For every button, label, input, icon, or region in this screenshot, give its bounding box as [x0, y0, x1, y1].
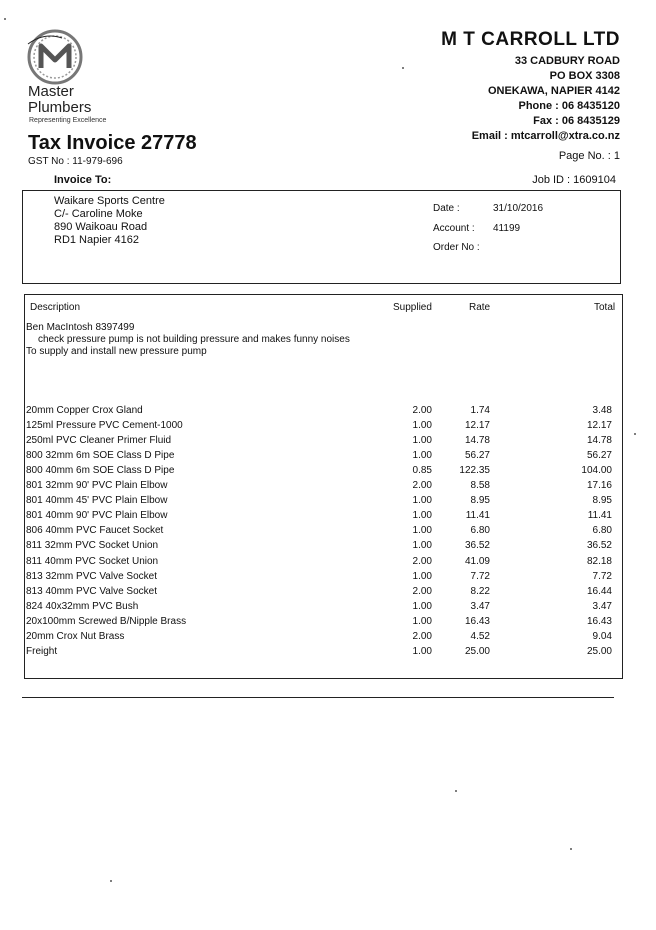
- item-description: 813 40mm PVC Valve Socket: [26, 585, 157, 597]
- item-description: Freight: [26, 645, 58, 657]
- item-supplied: 1.00: [412, 510, 432, 522]
- item-total: 25.00: [586, 645, 612, 657]
- item-rate: 56.27: [464, 450, 490, 462]
- item-description: 20mm Crox Nut Brass: [26, 630, 125, 642]
- scan-speck: [455, 790, 457, 792]
- item-supplied: 1.00: [412, 645, 432, 657]
- scan-speck: [570, 848, 572, 850]
- item-rate: 3.47: [470, 600, 490, 612]
- item-description: 20x100mm Screwed B/Nipple Brass: [26, 615, 187, 627]
- item-supplied: 1.00: [412, 540, 432, 552]
- job-note-issue: check pressure pump is not building pressure and makes funny noises: [38, 334, 350, 345]
- item-rate: 36.52: [464, 540, 490, 552]
- item-rate: 25.00: [464, 645, 490, 657]
- table-row: [0, 586, 656, 601]
- table-row: [0, 540, 656, 555]
- table-row: [0, 510, 656, 525]
- item-description: 800 40mm 6m SOE Class D Pipe: [26, 465, 175, 477]
- account-label: Account :: [433, 223, 475, 234]
- header-description: Description: [30, 302, 81, 313]
- item-rate: 12.17: [464, 420, 490, 432]
- item-rate: 11.41: [465, 510, 490, 522]
- customer-line: C/- Caroline Moke: [54, 208, 143, 220]
- item-description: 801 32mm 90' PVC Plain Elbow: [26, 480, 168, 492]
- item-description: 806 40mm PVC Faucet Socket: [26, 525, 164, 537]
- job-id: Job ID : 1609104: [532, 174, 616, 186]
- item-total: 17.16: [586, 480, 612, 492]
- table-row: [0, 420, 656, 435]
- company-address-line: PO BOX 3308: [549, 70, 620, 82]
- item-supplied: 1.00: [412, 435, 432, 447]
- table-row: [0, 480, 656, 495]
- table-row: [0, 616, 656, 631]
- customer-line: 890 Waikoau Road: [54, 221, 148, 233]
- customer-line: RD1 Napier 4162: [54, 234, 139, 246]
- job-note-scope: To supply and install new pressure pump: [26, 346, 207, 357]
- table-row: [0, 450, 656, 465]
- item-supplied: 1.00: [412, 615, 432, 627]
- header-rate: Rate: [469, 302, 491, 313]
- scan-speck: [4, 18, 6, 20]
- company-address-line: ONEKAWA, NAPIER 4142: [487, 85, 620, 97]
- table-row: [0, 465, 656, 480]
- account-value: 41199: [493, 223, 521, 234]
- scan-speck: [110, 880, 112, 882]
- company-address-line: 33 CADBURY ROAD: [514, 55, 620, 67]
- item-supplied: 1.00: [412, 450, 432, 462]
- invoice-to-label: Invoice To:: [54, 174, 112, 186]
- item-total: 7.72: [592, 570, 612, 582]
- item-description: 801 40mm 90' PVC Plain Elbow: [26, 510, 168, 522]
- item-supplied: 2.00: [412, 480, 432, 492]
- table-row: [0, 646, 656, 661]
- item-rate: 4.52: [470, 630, 490, 642]
- item-total: 6.80: [592, 525, 612, 537]
- item-rate: 8.95: [470, 495, 490, 507]
- item-total: 82.18: [586, 555, 612, 567]
- item-supplied: 2.00: [412, 585, 432, 597]
- company-phone: Phone : 06 8435120: [518, 100, 620, 112]
- item-supplied: 0.85: [412, 465, 432, 477]
- item-total: 56.27: [586, 450, 612, 462]
- table-row: [0, 405, 656, 420]
- item-supplied: 1.00: [412, 600, 432, 612]
- item-total: 16.44: [586, 585, 612, 597]
- item-description: 811 40mm PVC Socket Union: [26, 555, 159, 567]
- item-rate: 122.35: [459, 465, 490, 477]
- job-note-contact: Ben MacIntosh 8397499: [26, 322, 135, 333]
- table-row: [0, 631, 656, 646]
- brand-name-line2: Plumbers: [28, 99, 92, 116]
- item-description: 824 40x32mm PVC Bush: [26, 600, 139, 612]
- gst-number: GST No : 11-979-696: [28, 156, 123, 167]
- header-supplied: Supplied: [393, 302, 432, 313]
- item-description: 811 32mm PVC Socket Union: [26, 540, 159, 552]
- item-supplied: 1.00: [412, 570, 432, 582]
- item-total: 11.41: [587, 510, 612, 522]
- brand-tagline: Representing Excellence: [29, 117, 107, 124]
- customer-line: Waikare Sports Centre: [54, 195, 165, 207]
- company-fax: Fax : 06 8435129: [533, 115, 620, 127]
- item-description: 20mm Copper Crox Gland: [26, 405, 143, 416]
- item-total: 14.78: [586, 435, 612, 447]
- footer-divider: [22, 697, 614, 698]
- item-supplied: 2.00: [412, 555, 432, 567]
- company-email: Email : mtcarroll@xtra.co.nz: [471, 130, 620, 142]
- company-name: M T CARROLL LTD: [441, 29, 620, 50]
- item-total: 104.00: [581, 465, 612, 477]
- customer-address: [54, 195, 165, 247]
- item-rate: 8.58: [470, 480, 490, 492]
- item-description: 813 32mm PVC Valve Socket: [26, 570, 157, 582]
- item-supplied: 1.00: [412, 420, 432, 432]
- item-description: 800 32mm 6m SOE Class D Pipe: [26, 450, 175, 462]
- item-supplied: 2.00: [412, 405, 432, 416]
- table-row: [0, 556, 656, 571]
- item-total: 3.47: [592, 600, 612, 612]
- master-plumbers-logo-icon: [22, 24, 88, 90]
- header-total: Total: [594, 302, 616, 313]
- company-details: [441, 28, 620, 144]
- table-row: [0, 495, 656, 510]
- invoice-title: Tax Invoice 27778: [28, 132, 197, 154]
- item-rate: 7.72: [470, 570, 490, 582]
- page-number: Page No. : 1: [558, 150, 620, 162]
- item-rate: 1.74: [470, 405, 490, 416]
- order-label: Order No :: [433, 242, 480, 253]
- item-total: 8.95: [592, 495, 612, 507]
- table-row: [0, 601, 656, 616]
- item-description: 801 40mm 45' PVC Plain Elbow: [26, 495, 168, 507]
- item-rate: 16.43: [464, 615, 490, 627]
- date-value: 31/10/2016: [493, 203, 544, 214]
- item-supplied: 2.00: [412, 630, 432, 642]
- date-label: Date :: [433, 203, 460, 214]
- item-description: 250ml PVC Cleaner Primer Fluid: [26, 435, 172, 447]
- item-total: 9.04: [592, 630, 612, 642]
- item-total: 36.52: [586, 540, 612, 552]
- table-row: [0, 435, 656, 450]
- item-rate: 6.80: [470, 525, 490, 537]
- scan-speck: [634, 433, 636, 435]
- item-total: 12.17: [586, 420, 612, 432]
- item-supplied: 1.00: [412, 495, 432, 507]
- scan-speck: [402, 67, 404, 69]
- item-rate: 14.78: [464, 435, 490, 447]
- item-description: 125ml Pressure PVC Cement-1000: [26, 420, 183, 432]
- item-rate: 8.22: [470, 585, 490, 597]
- item-supplied: 1.00: [412, 525, 432, 537]
- table-row: [0, 525, 656, 540]
- item-rate: 41.09: [464, 555, 490, 567]
- item-total: 3.48: [592, 405, 612, 416]
- table-row: [0, 571, 656, 586]
- item-total: 16.43: [586, 615, 612, 627]
- brand-name-line1: Master: [28, 83, 74, 100]
